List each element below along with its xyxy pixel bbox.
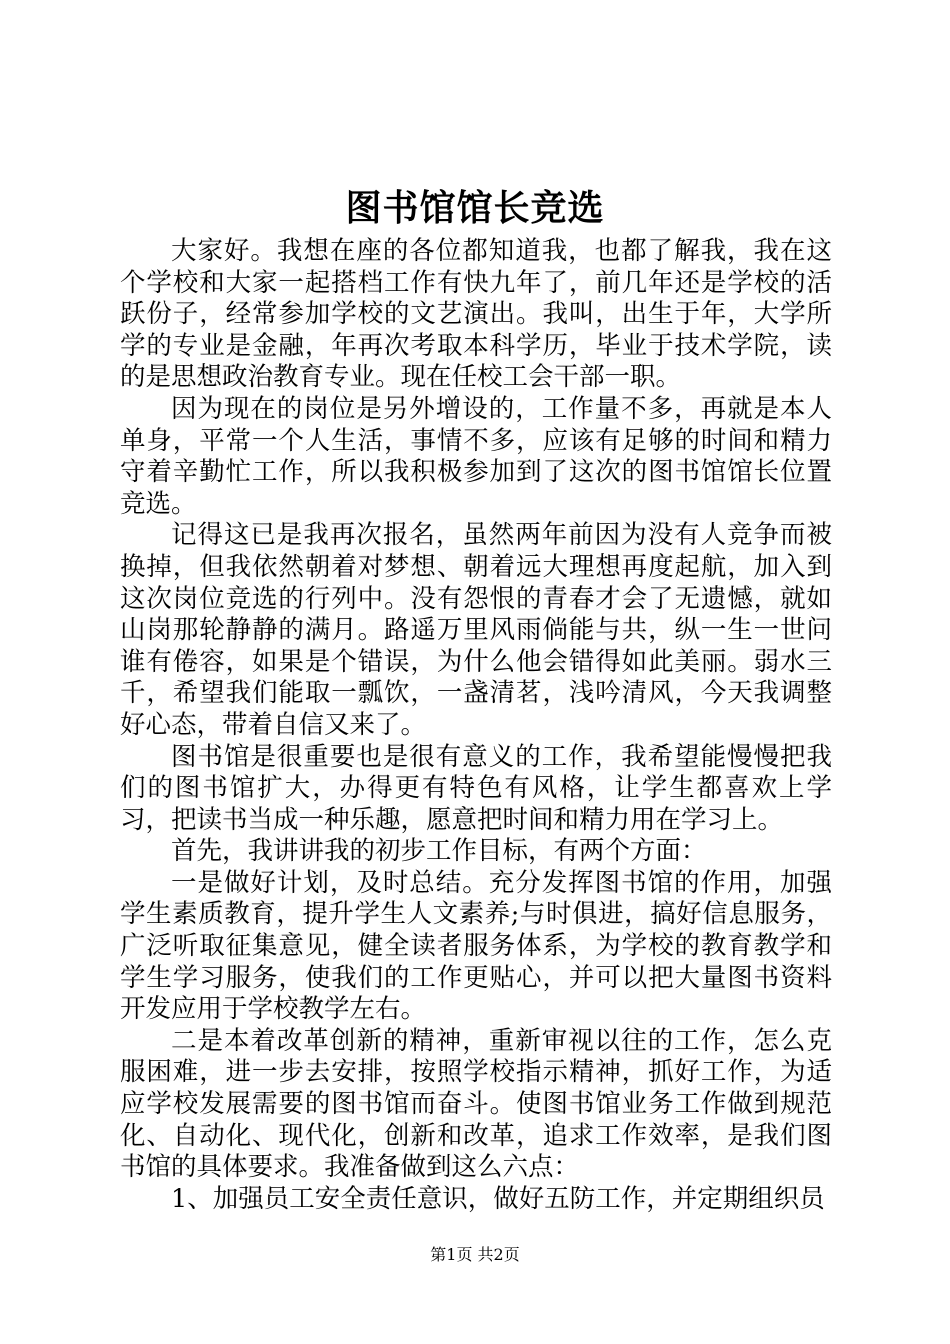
paragraph: 记得这已是我再次报名，虽然两年前因为没有人竞争而被换掉，但我依然朝着对梦想、朝着远大理想再度起航，加入到这次岗位竞选的行列中。没有怨恨的青春才会了无遗憾，就如山岗那轮静静的满月。路遥万里风雨倘能与共，纵一生一世问谁有倦容，如果是个错误，为什么他会错得如此美丽。弱水三千，希望我们能取一瓢饮，一盏清茗，浅吟清风，今天我调整好心态，带着自信又来了。 <box>120 520 832 740</box>
paragraph: 因为现在的岗位是另外增设的，工作量不多，再就是本人单身，平常一个人生活，事情不多，应该有足够的时间和精力守着辛勤忙工作，所以我积极参加到了这次的图书馆馆长位置竞选。 <box>120 393 832 519</box>
page-footer: 第1页 共2页 <box>430 1245 520 1264</box>
paragraph: 首先，我讲讲我的初步工作目标，有两个方面： <box>171 836 707 867</box>
document-body <box>120 236 832 1215</box>
paragraph: 一是做好计划，及时总结。充分发挥图书馆的作用，加强学生素质教育，提升学生人文素养;与时俱进，搞好信息服务，广泛听取征集意见，健全读者服务体系，为学校的教育教学和学生学习服务，使我们的工作更贴心，并可以把大量图书资料开发应用于学校教学左右。 <box>120 867 832 1025</box>
paragraph: 图书馆是很重要也是很有意义的工作，我希望能慢慢把我们的图书馆扩大，办得更有特色有风格，让学生都喜欢上学习，把读书当成一种乐趣，愿意把时间和精力用在学习上。 <box>120 741 832 835</box>
paragraph: 1、加强员工安全责任意识，做好五防工作，并定期组织员 <box>171 1183 825 1214</box>
document-title: 图书馆馆长竞选 <box>345 187 605 229</box>
paragraph: 二是本着改革创新的精神，重新审视以往的工作，怎么克服困难，进一步去安排，按照学校指示精神，抓好工作，为适应学校发展需要的图书馆而奋斗。使图书馆业务工作做到规范化、自动化、现代化，创新和改革，追求工作效率，是我们图书馆的具体要求。我准备做到这么六点： <box>120 1025 832 1183</box>
paragraph: 大家好。我想在座的各位都知道我，也都了解我，我在这个学校和大家一起搭档工作有快九年了，前几年还是学校的活跃份子，经常参加学校的文艺演出。我叫，出生于年，大学所学的专业是金融，年再次考取本科学历，毕业于技术学院，读的是思想政治教育专业。现在任校工会干部一职。 <box>120 236 832 393</box>
